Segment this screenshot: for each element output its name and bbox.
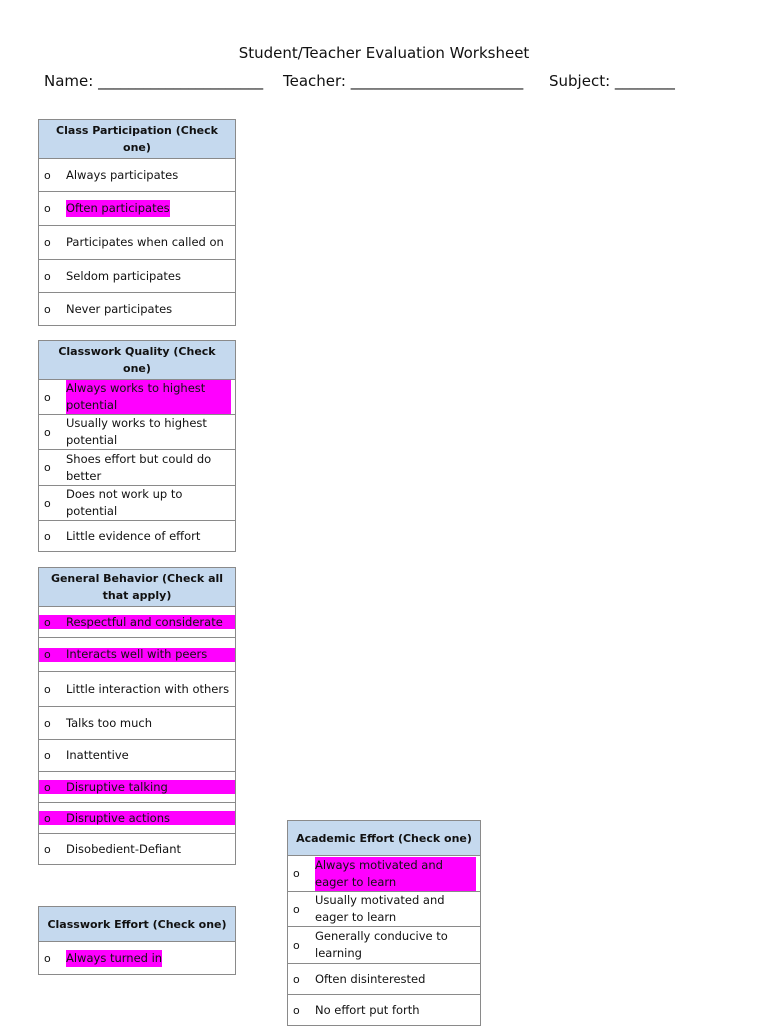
checkbox-bullet-icon[interactable]: o [44,202,51,215]
checklist-cell[interactable] [39,226,236,260]
checklist-row[interactable] [39,260,236,293]
checklist-row[interactable] [39,834,236,865]
checkbox-bullet-icon[interactable]: o [44,425,51,439]
checklist-option[interactable] [39,380,235,414]
subject-field[interactable]: Subject: ________ [549,72,675,90]
checklist-cell[interactable] [39,803,236,834]
option-label: Always motivated and eager to learn [315,857,476,891]
checkbox-bullet-icon[interactable]: o [44,529,51,543]
table-header: Classwork Effort (Check one) [39,907,236,942]
option-label: Seldom participates [66,268,181,283]
option-label: Usually works to highest potential [66,416,207,447]
checklist-row[interactable] [39,521,236,552]
checklist-option[interactable] [39,200,235,217]
checklist-option[interactable] [39,268,235,285]
checklist-option[interactable] [39,234,235,251]
checklist-cell[interactable] [288,995,481,1026]
checklist-option[interactable] [39,950,235,967]
checklist-row[interactable] [39,707,236,740]
checklist-row[interactable] [39,638,236,672]
checklist-option[interactable] [39,715,235,732]
checklist-option[interactable] [39,681,235,698]
checklist-row[interactable] [288,995,481,1026]
checkbox-bullet-icon[interactable]: o [293,938,300,952]
checkbox-bullet-icon[interactable]: o [293,867,300,880]
checkbox-bullet-icon[interactable]: o [293,902,300,916]
checklist-option[interactable] [288,928,480,962]
checklist-row[interactable] [39,293,236,326]
checklist-row[interactable] [39,226,236,260]
option-label: Little evidence of effort [66,528,201,543]
checklist-cell[interactable] [39,260,236,293]
checklist-row[interactable] [39,607,236,638]
option-label: Disruptive actions [66,810,170,825]
checklist-option[interactable] [39,301,235,318]
checklist-row[interactable] [39,159,236,192]
option-label: Always turned in [66,950,163,965]
checklist-cell[interactable] [39,415,236,450]
checkbox-bullet-icon[interactable]: o [44,615,51,629]
checklist-cell[interactable] [288,892,481,927]
checklist-option[interactable] [288,971,480,988]
checkbox-bullet-icon[interactable]: o [44,496,51,510]
checkbox-bullet-icon[interactable]: o [44,749,51,762]
table-header: Classwork Quality (Check one) [39,341,236,380]
checklist-row[interactable] [39,942,236,975]
classwork-quality-table [38,340,236,552]
checklist-option[interactable] [39,486,235,520]
checklist-row[interactable] [39,486,236,521]
option-label: Talks too much [66,715,153,730]
option-label: Participates when called on [66,235,224,249]
checklist-cell[interactable] [39,942,236,975]
option-label: Interacts well with peers [66,647,208,661]
checklist-row[interactable] [39,740,236,772]
checklist-option[interactable] [39,841,235,858]
checklist-option[interactable] [39,614,235,631]
checkbox-bullet-icon[interactable]: o [44,682,51,696]
checklist-cell[interactable] [39,638,236,672]
checklist-cell[interactable] [39,486,236,521]
worksheet-title: Student/Teacher Evaluation Worksheet [238,44,530,62]
checklist-row[interactable] [288,964,481,995]
checklist-cell[interactable] [39,293,236,326]
class-participation-table [38,119,236,326]
option-label: Disruptive talking [66,779,168,794]
checklist-option[interactable] [39,167,235,184]
option-label: Respectful and considerate [66,614,223,629]
checklist-cell[interactable] [39,380,236,415]
checklist-cell[interactable] [288,927,481,964]
checklist-row[interactable] [39,803,236,834]
checkbox-bullet-icon[interactable]: o [44,716,51,730]
option-label: Never participates [66,301,173,316]
checklist-option[interactable] [39,747,235,764]
name-field[interactable]: Name: ______________________ [44,72,264,90]
checklist-cell[interactable] [39,159,236,192]
checklist-option[interactable] [39,810,235,827]
checklist-row[interactable] [39,450,236,486]
option-label: Always participates [66,167,179,182]
checklist-row[interactable] [288,892,481,927]
checkbox-bullet-icon[interactable]: o [44,236,51,249]
option-label: Little interaction with others [66,681,230,696]
checklist-cell[interactable] [39,192,236,226]
checkbox-bullet-icon[interactable]: o [44,951,51,965]
option-label: Generally conducive to learning [315,929,448,960]
checkbox-bullet-icon[interactable]: o [44,780,51,794]
checklist-cell[interactable] [39,672,236,707]
classwork-effort-table [38,906,236,975]
checklist-row[interactable] [39,672,236,707]
checklist-row[interactable] [39,415,236,450]
checklist-cell[interactable] [39,707,236,740]
option-label: Usually motivated and eager to learn [315,893,445,924]
option-label: Often participates [66,201,170,215]
checkbox-bullet-icon[interactable]: o [293,972,300,986]
checklist-row[interactable] [39,192,236,226]
checkbox-bullet-icon[interactable]: o [44,648,51,661]
checkbox-bullet-icon[interactable]: o [44,390,51,404]
option-label: Disobedient-Defiant [66,841,181,856]
option-label: Always works to highest potential [66,380,231,414]
checklist-cell[interactable] [39,740,236,772]
general-behavior-table [38,567,236,865]
checklist-cell[interactable] [39,607,236,638]
checklist-cell[interactable] [39,772,236,803]
table-header: General Behavior (Check all that apply) [39,568,236,607]
checklist-option[interactable] [288,1002,480,1019]
checklist-cell[interactable] [39,450,236,486]
checklist-cell[interactable] [39,521,236,552]
option-label: Often disinterested [315,971,426,986]
checklist-row[interactable] [39,380,236,415]
option-label: Does not work up to potential [66,487,183,518]
checklist-row[interactable] [288,856,481,892]
checklist-cell[interactable] [288,964,481,995]
table-header: Academic Effort (Check one) [288,821,481,856]
checkbox-bullet-icon[interactable]: o [44,302,51,316]
checklist-option[interactable] [39,646,235,663]
option-label: Shoes effort but could do better [66,451,212,483]
option-label: Inattentive [66,748,129,762]
checklist-option[interactable] [288,892,480,926]
checklist-option[interactable] [39,415,235,449]
checklist-option[interactable] [288,857,480,891]
academic-effort-table [287,820,481,1026]
option-label: No effort put forth [315,1002,420,1017]
checkbox-bullet-icon[interactable]: o [293,1003,300,1017]
checklist-row[interactable] [288,927,481,964]
table-header: Class Participation (Check one) [39,120,236,159]
teacher-field[interactable]: Teacher: _______________________ [283,72,524,90]
checklist-option[interactable] [39,779,235,796]
checklist-option[interactable] [39,451,235,485]
checklist-cell[interactable] [288,856,481,892]
checklist-row[interactable] [39,772,236,803]
checkbox-bullet-icon[interactable]: o [44,269,51,283]
checkbox-bullet-icon[interactable]: o [44,461,51,474]
checklist-cell[interactable] [39,834,236,865]
checkbox-bullet-icon[interactable]: o [44,842,51,856]
checkbox-bullet-icon[interactable]: o [44,168,51,182]
checklist-option[interactable] [39,528,235,545]
checkbox-bullet-icon[interactable]: o [44,811,51,825]
